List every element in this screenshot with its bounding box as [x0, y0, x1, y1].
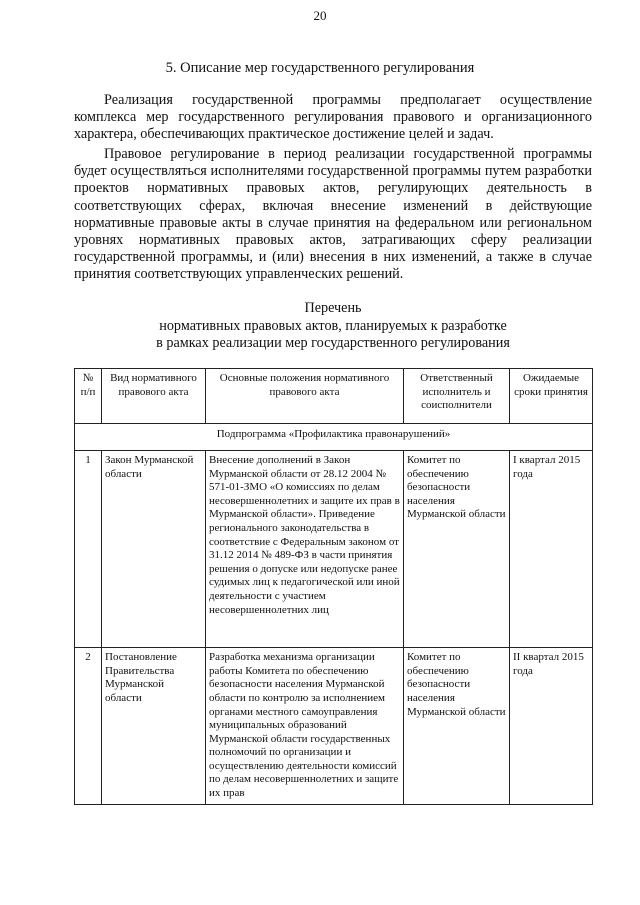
paragraph-2: Правовое регулирование в период реализации государственной программы будет осуществляться исполнителями государственной программы путем разработки проектов нормативных правовых актов, регулирующих деятельность в соответствующих сферах, включая внесение изменений в действующие нормативные правовые акты в случае принятия на федеральном или региональном уровнях нормативных правовых актов, затрагивающих сферу реализации государственной программы, и (или) внесения в них изменений, а также в случае принятия соответствующих управленческих решений.	[74, 146, 592, 283]
header-deadline: Ожидаемые сроки принятия	[510, 369, 593, 424]
list-heading-line-3: в рамках реализации мер государственного регулирования	[156, 335, 510, 351]
header-num: № п/п	[75, 369, 102, 424]
row-num: 1	[75, 451, 102, 648]
row-act-type: Постановление Правительства Мурманской области	[102, 648, 206, 805]
row-num: 2	[75, 648, 102, 805]
list-heading	[74, 300, 592, 353]
list-heading-line-1: Перечень	[304, 300, 362, 316]
page-number: 20	[313, 8, 327, 23]
row-executor: Комитет по обеспечению безопасности населения Мурманской области	[404, 648, 510, 805]
list-heading-line-2: нормативных правовых актов, планируемых к разработке	[159, 317, 507, 334]
row-provisions: Внесение дополнений в Закон Мурманской области от 28.12 2004 № 571-01-ЗМО «О комиссиях по делам несовершеннолетних и защите их прав в Мурманской области». Приведение регионального законодательства в соответствие с Федеральным законом от 31.12 2014 № 489-ФЗ в части принятия решения о допуске или недопуске ранее судимых лиц к педагогической или иной деятельности с участием несовершеннолетних лиц	[206, 451, 404, 648]
table-row	[75, 451, 593, 648]
table-row	[75, 648, 593, 805]
acts-table	[74, 368, 593, 805]
subprogram-title: Подпрограмма «Профилактика правонарушений»	[75, 424, 593, 451]
header-executor: Ответственный исполнитель и соисполнители	[404, 369, 510, 424]
row-deadline: I квартал 2015 года	[510, 451, 593, 648]
paragraph-1: Реализация государственной программы предполагает осуществление комплекса мер государственного регулирования правового и организационного характера, обеспечивающих практическое достижение целей и задач.	[74, 92, 592, 143]
row-provisions: Разработка механизма организации работы Комитета по обеспечению безопасности населения Мурманской области по контролю за исполнением органами местного самоуправления муниципальных образований Мурманской области государственных полномочий по организации и осуществлению деятельности комиссий по делам несовершеннолетних и защите их прав	[206, 648, 404, 805]
header-act-type: Вид нормативного правового акта	[102, 369, 206, 424]
row-deadline: II квартал 2015 года	[510, 648, 593, 805]
table-header-row	[75, 369, 593, 424]
row-executor: Комитет по обеспечению безопасности населения Мурманской области	[404, 451, 510, 648]
header-provisions: Основные положения нормативного правового акта	[206, 369, 404, 424]
section-title: 5. Описание мер государственного регулирования	[165, 60, 475, 76]
row-act-type: Закон Мурманской области	[102, 451, 206, 648]
subprogram-row	[75, 424, 593, 451]
